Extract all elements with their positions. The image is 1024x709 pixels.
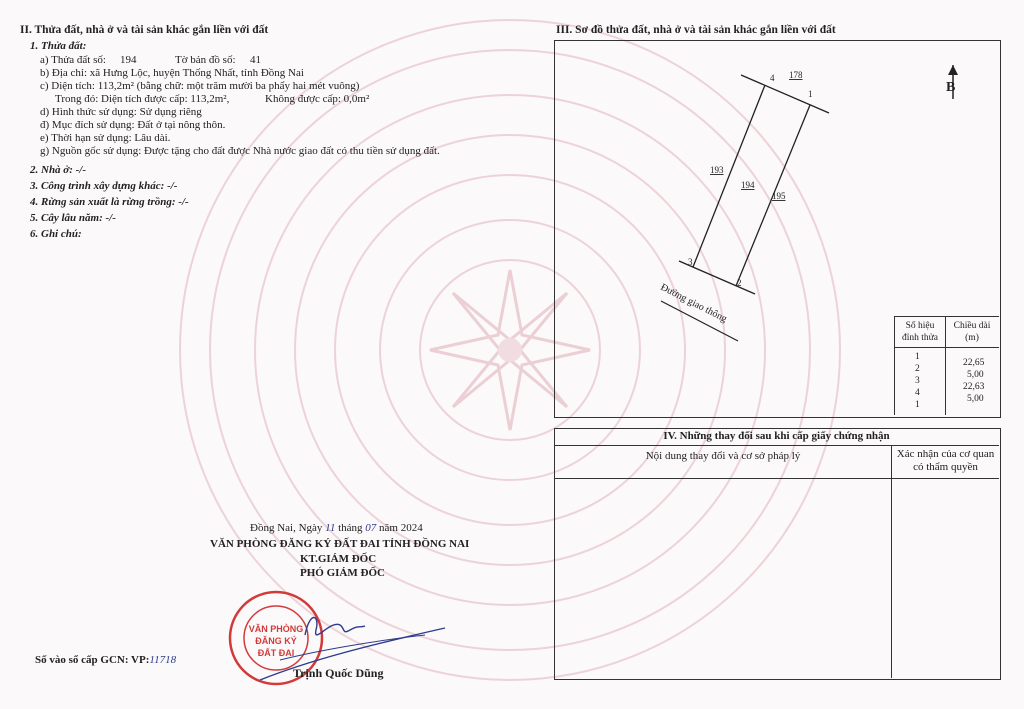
date-month: 07 — [365, 522, 377, 534]
vertex-3-label: 3 — [688, 257, 693, 267]
section-iv-title: IV. Những thay đổi sau khi cấp giấy chứng nhận — [663, 430, 890, 442]
usage-term: e) Thời hạn sử dụng: Lâu dài. — [40, 132, 171, 144]
neighbor-193-label: 193 — [710, 165, 724, 175]
land-heading: 1. Thửa đất: — [30, 40, 87, 52]
forest-item: 4. Rừng sản xuất là rừng trồng: -/- — [30, 196, 189, 208]
signer-name: Trịnh Quốc Dũng — [293, 666, 384, 680]
vertex-1-label: 1 — [808, 89, 813, 99]
office-name: VĂN PHÒNG ĐĂNG KÝ ĐẤT ĐAI TỈNH ĐỒNG NAI — [210, 538, 470, 550]
vertex-2-label: 2 — [737, 278, 742, 288]
usage-purpose: đ) Mục đích sử dụng: Đất ở tại nông thôn. — [40, 119, 226, 131]
authority-confirm-header: Xác nhận của cơ quan có thẩm quyền — [896, 448, 995, 473]
section-iii-title: III. Sơ đồ thửa đất, nhà ở và tài sản khác gắn liền với đất — [556, 24, 836, 36]
vertex-id: 3 — [915, 376, 920, 386]
edge-length: 5,00 — [967, 370, 984, 380]
parcel-number-value: 194 — [120, 54, 137, 66]
date-prefix: Đồng Nai, Ngày — [250, 522, 323, 534]
edge-length: 22,65 — [963, 358, 985, 368]
vertex-4-label: 4 — [770, 73, 775, 83]
map-sheet-label: Tờ bản đồ số: — [175, 54, 236, 66]
issue-date — [250, 522, 423, 534]
stamp-line-2: ĐĂNG KÝ — [255, 636, 297, 646]
construction-item: 3. Công trình xây dựng khác: -/- — [30, 180, 178, 192]
parcel-number-label: a) Thửa đất số: — [40, 54, 106, 66]
road-label: Đường giao thông — [658, 281, 729, 325]
changes-content-header: Nội dung thay đổi và cơ sở pháp lý — [645, 450, 801, 462]
edge-length-table — [894, 316, 999, 415]
vertex-id: 1 — [915, 400, 920, 410]
stamp-line-3: ĐẤT ĐAI — [257, 648, 295, 658]
section-ii-title: II. Thửa đất, nhà ở và tài sản khác gắn liền với đất — [20, 24, 269, 36]
neighbor-195-label: 195 — [772, 191, 786, 201]
usage-origin: g) Nguồn gốc sử dụng: Được tặng cho đất được Nhà nước giao đất có thu tiền sử dụng đất. — [40, 145, 440, 157]
kt-director: KT.GIÁM ĐỐC — [300, 553, 377, 565]
address-line: b) Địa chỉ: xã Hưng Lộc, huyện Thống Nhất, tỉnh Đồng Nai — [40, 67, 304, 79]
map-sheet-value: 41 — [250, 54, 261, 66]
deputy-director: PHÓ GIÁM ĐỐC — [300, 567, 385, 579]
date-month-label: tháng — [338, 522, 363, 534]
vertex-id: 1 — [915, 352, 920, 362]
vertex-id: 4 — [915, 388, 920, 398]
date-day: 11 — [325, 522, 336, 534]
area-line: c) Diện tích: 113,2m² (bằng chữ: một trăm mười ba phẩy hai mét vuông) — [40, 80, 360, 92]
north-arrow-icon — [946, 65, 958, 99]
vertex-id: 2 — [915, 364, 920, 374]
neighbor-178-label: 178 — [789, 70, 803, 80]
stamp-line-1: VĂN PHÒNG — [248, 624, 304, 634]
house-item: 2. Nhà ở: -/- — [30, 164, 87, 176]
parcel-194-label: 194 — [741, 180, 755, 190]
area-not-granted: Không được cấp: 0,0m² — [265, 93, 370, 105]
edge-length: 22,63 — [963, 382, 985, 392]
edge-length: 5,00 — [967, 394, 984, 404]
vertex-col-header: Số hiệu đỉnh thửa — [901, 321, 939, 343]
area-granted: Trong đó: Diện tích được cấp: 113,2m², — [55, 93, 230, 105]
registry-label: Số vào sổ cấp GCN: VP: — [35, 654, 150, 666]
date-year: năm 2024 — [379, 522, 423, 534]
registry-value: 11718 — [149, 654, 177, 666]
note-item: 6. Ghi chú: — [30, 228, 82, 240]
perennial-item: 5. Cây lâu năm: -/- — [30, 212, 116, 224]
length-col-header: Chiều dài (m) — [953, 321, 991, 343]
usage-form: d) Hình thức sử dụng: Sử dụng riêng — [40, 106, 202, 118]
north-letter: B — [946, 80, 956, 95]
registry-number — [35, 654, 176, 666]
